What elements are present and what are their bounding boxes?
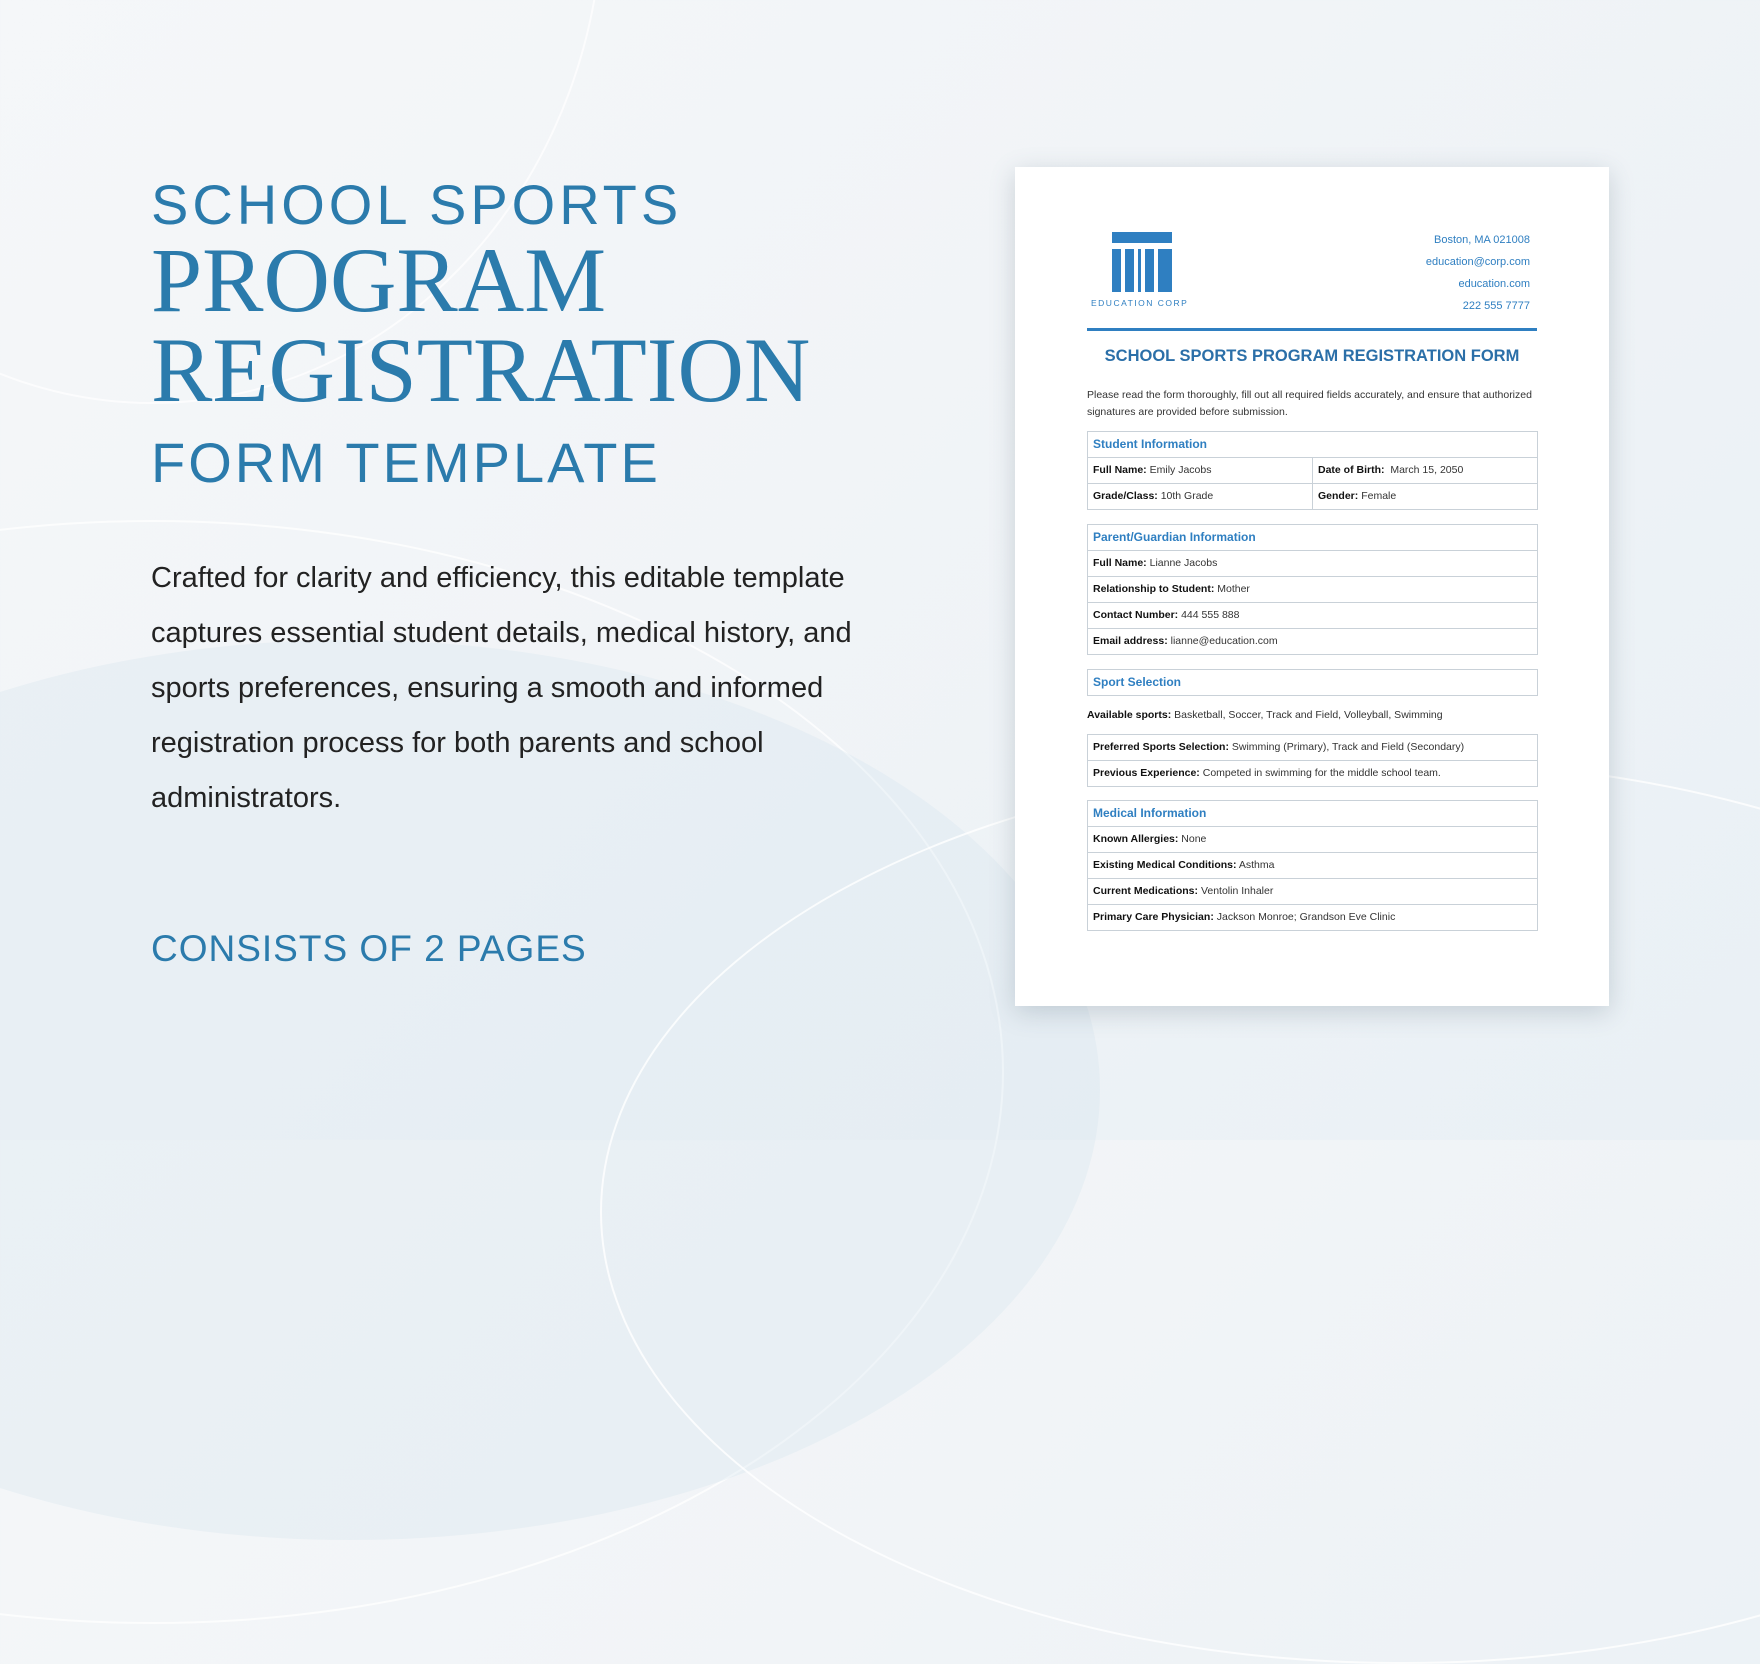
section-heading: Medical Information — [1093, 806, 1207, 820]
table-row — [1088, 628, 1537, 654]
logo-text: EDUCATION CORP — [1091, 298, 1189, 308]
medical-information-section — [1087, 800, 1538, 931]
table-row — [1088, 550, 1537, 576]
contact-email: education@corp.com — [1425, 256, 1530, 268]
section-heading: Student Information — [1093, 437, 1207, 451]
company-logo — [1091, 232, 1201, 308]
available-sports: Available sports: Basketball, Soccer, Track and Field, Volleyball, Swimming — [1087, 709, 1443, 721]
contact-block — [1426, 229, 1530, 317]
field-cell: Email address: lianne@education.com — [1093, 635, 1278, 647]
table-row — [1088, 826, 1537, 852]
document-intro: Please read the form thoroughly, fill out all required fields accurately, and ensure that authorized signatures are provided before submission. — [1087, 389, 1532, 418]
hero-title-line1: SCHOOL SPORTS — [151, 173, 683, 236]
field-cell: Current Medications: Ventolin Inhaler — [1093, 885, 1274, 897]
pages-note: CONSISTS OF 2 PAGES — [151, 928, 587, 969]
hero-title-line4: FORM TEMPLATE — [151, 431, 661, 494]
contact-address: Boston, MA 021008 — [1433, 234, 1530, 246]
field-cell: Relationship to Student: Mother — [1093, 583, 1250, 595]
section-heading: Parent/Guardian Information — [1093, 530, 1256, 544]
document-title: SCHOOL SPORTS PROGRAM REGISTRATION FORM — [1104, 347, 1520, 365]
field-cell: Existing Medical Conditions: Asthma — [1093, 859, 1275, 871]
hero-description: Crafted for clarity and efficiency, this editable template captures essential student details, medical history, and sports preferences, ensuring a smooth and informed registration process for both parents and school administrators. — [151, 562, 852, 814]
table-row — [1088, 602, 1537, 628]
table-row — [1088, 852, 1537, 878]
table-row — [1088, 735, 1537, 760]
field-cell: Contact Number: 444 555 888 — [1093, 609, 1240, 621]
field-cell: Known Allergies: None — [1093, 833, 1207, 845]
table-row — [1088, 904, 1537, 930]
section-heading: Sport Selection — [1093, 675, 1182, 689]
field-cell: Previous Experience: Competed in swimming for the middle school team. — [1093, 767, 1441, 779]
table-row — [1088, 878, 1537, 904]
contact-phone: 222 555 7777 — [1462, 300, 1530, 312]
field-cell: Date of Birth: March 15, 2050 — [1312, 458, 1537, 483]
field-cell: Primary Care Physician: Jackson Monroe; Grandson Eve Clinic — [1093, 911, 1396, 923]
pillar-logo-icon — [1112, 232, 1172, 292]
field-cell: Gender: Female — [1312, 484, 1537, 509]
table-row — [1088, 760, 1537, 786]
document-preview — [1015, 167, 1609, 1006]
contact-website: education.com — [1458, 278, 1530, 290]
field-cell: Full Name: Lianne Jacobs — [1093, 557, 1218, 569]
student-information-section — [1087, 431, 1538, 510]
field-cell: Grade/Class: 10th Grade — [1093, 490, 1214, 502]
guardian-information-section — [1087, 524, 1538, 655]
table-row — [1088, 483, 1537, 509]
header-divider — [1087, 328, 1537, 331]
hero-title-line2: PROGRAM — [151, 229, 607, 331]
sport-preferences-table — [1087, 734, 1538, 787]
table-row — [1088, 576, 1537, 602]
hero-title-line3: REGISTRATION — [151, 319, 811, 421]
field-cell: Full Name: Emily Jacobs — [1093, 464, 1212, 476]
table-row — [1088, 457, 1537, 483]
sport-selection-section — [1087, 669, 1538, 696]
field-cell: Preferred Sports Selection: Swimming (Primary), Track and Field (Secondary) — [1093, 741, 1465, 753]
